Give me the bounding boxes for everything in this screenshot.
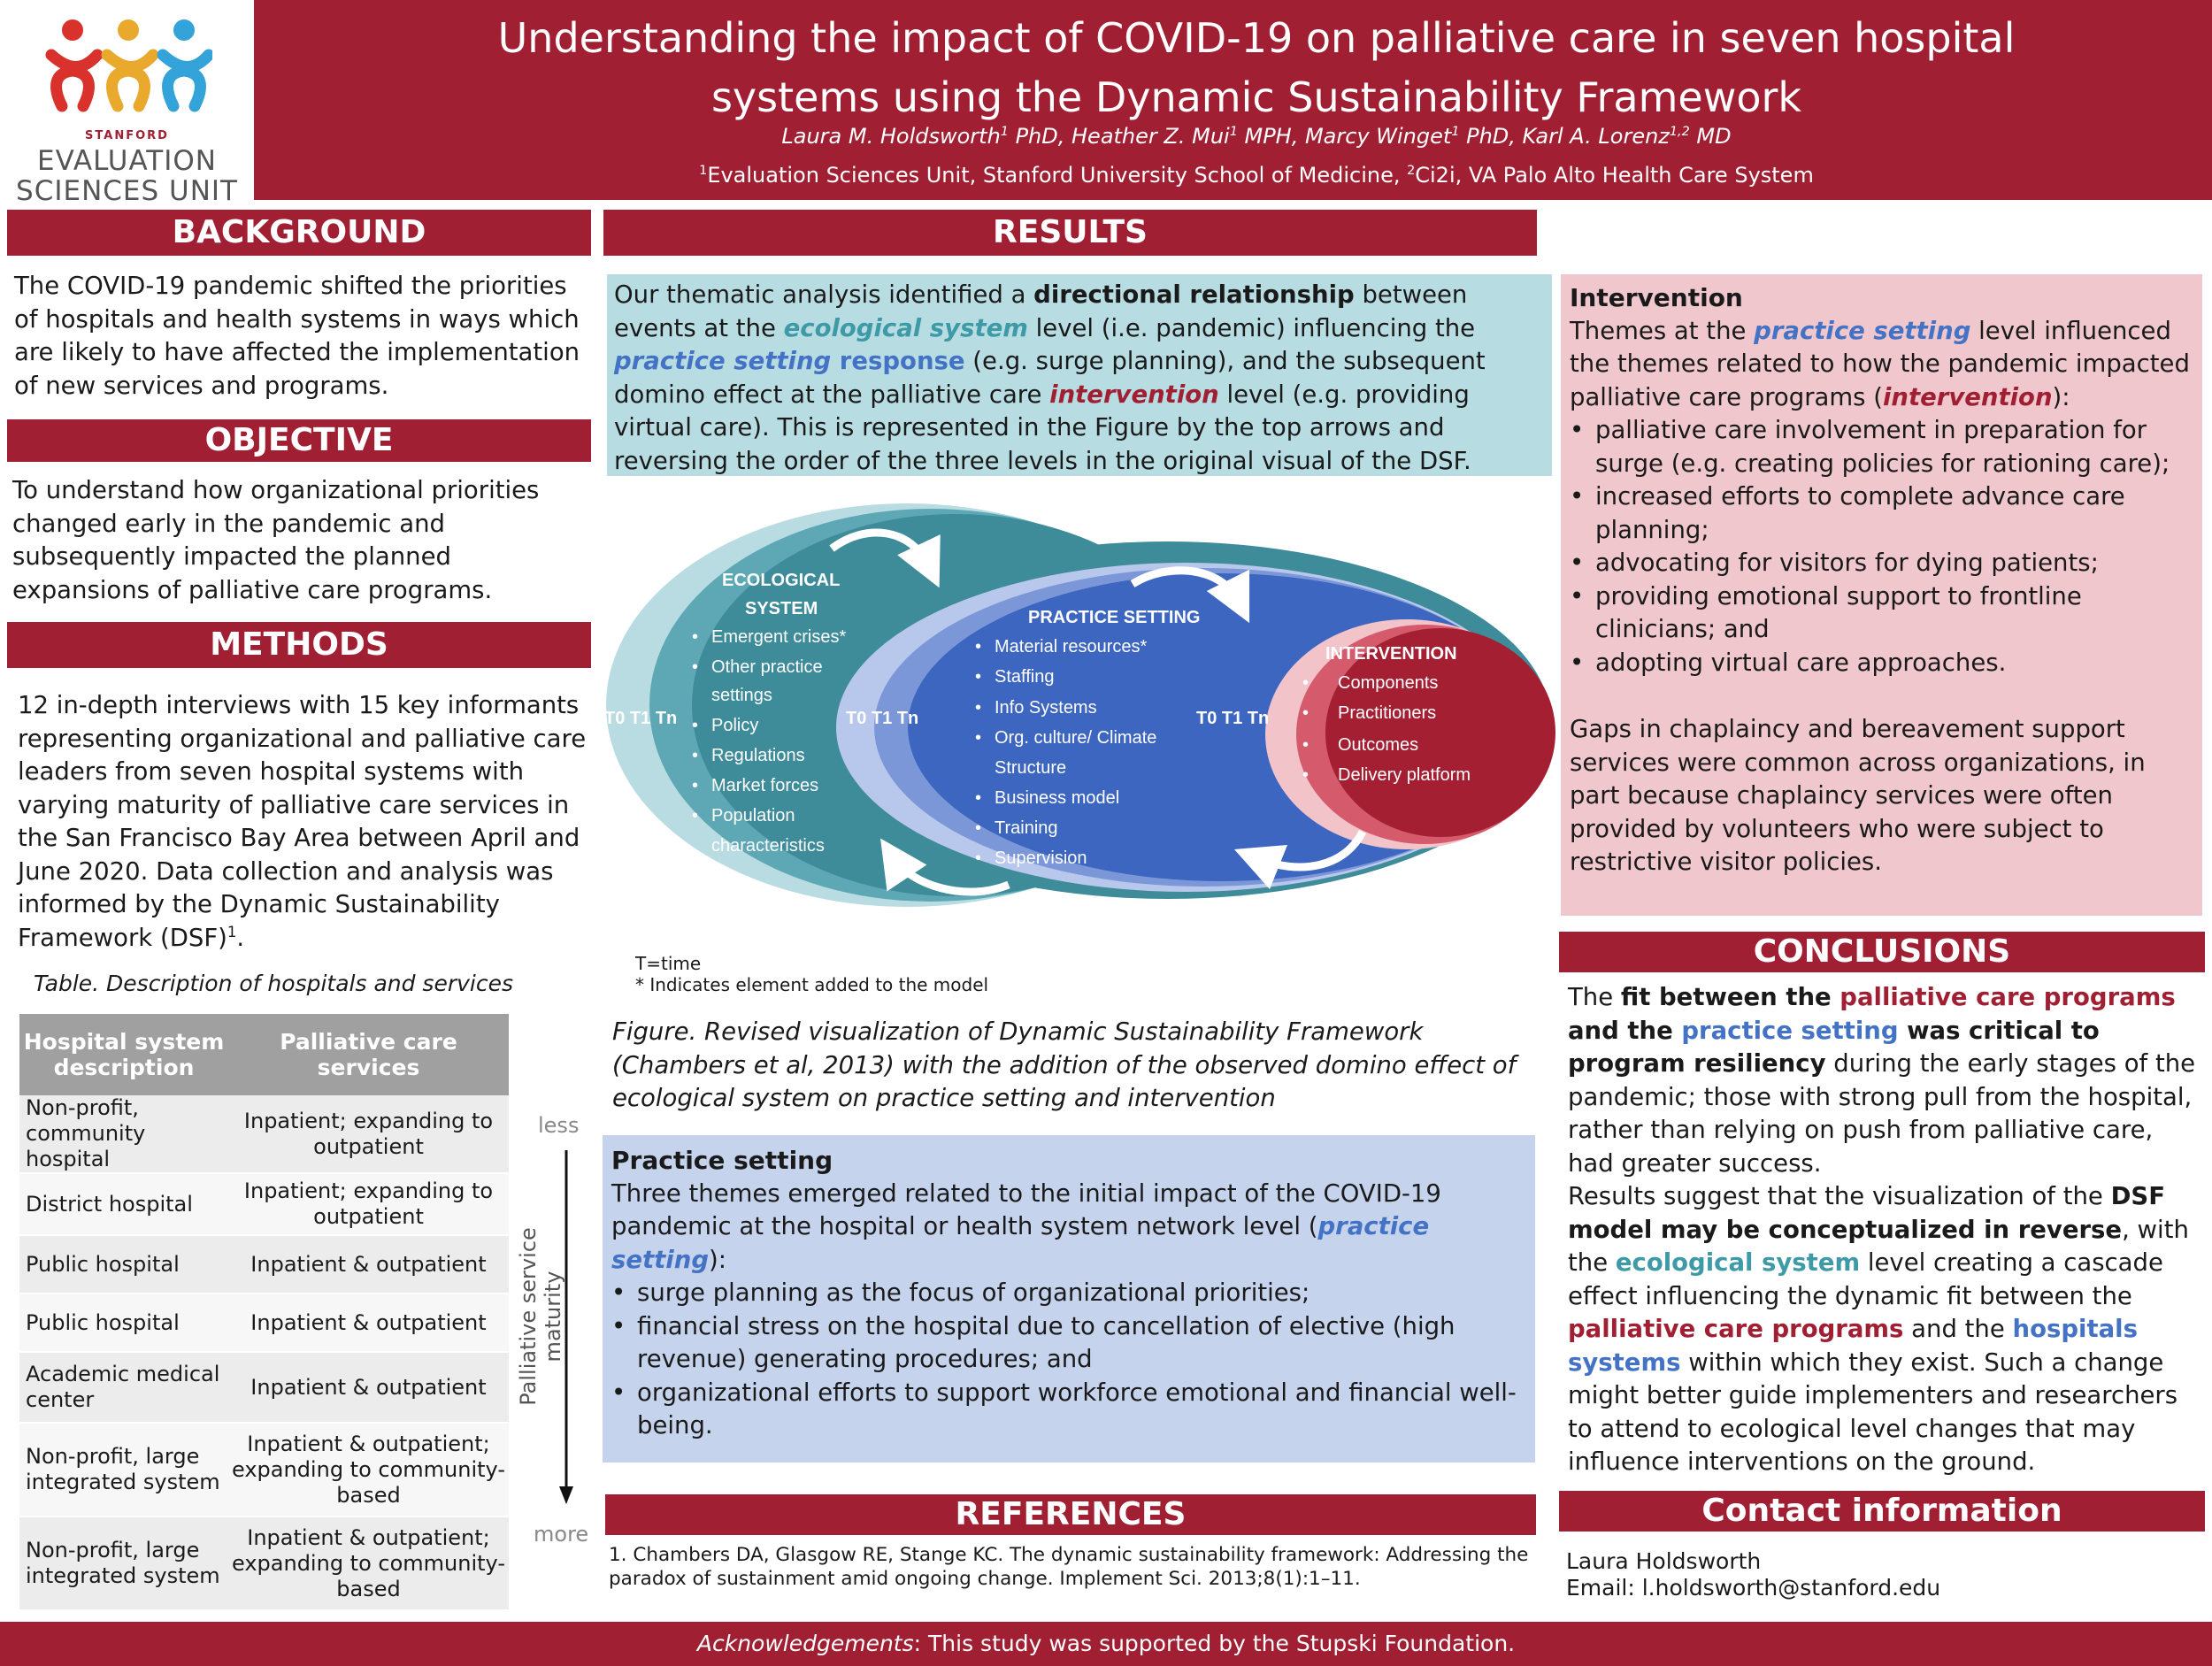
eco-item: Regulations xyxy=(711,746,805,765)
int-time-labels: T0 T1 Tn xyxy=(1196,709,1270,728)
references-heading: REFERENCES xyxy=(605,1494,1536,1535)
eco-bullet-4: • xyxy=(692,746,699,765)
practice-intro-text: Three themes emerged related to the initial impact of the COVID-19 pandemic at the hospital or health system network level ( xyxy=(611,1178,1441,1240)
concl-text-2: during the early stages of the pandemic; those with strong pull from the hospital, rather than relying on push from palliative care, had greater success. xyxy=(1568,1049,2196,1178)
table-cell-hospital: Public hospital xyxy=(19,1294,228,1352)
list-item: • palliative care involvement in preparation for surge (e.g. creating policies for rationing care); xyxy=(1570,414,2193,480)
eco-time-labels: T0 T1 Tn xyxy=(604,709,678,728)
table-row xyxy=(19,1235,509,1294)
eco-item: Other practice xyxy=(711,657,823,677)
prac-item: Material resources* xyxy=(995,637,1148,656)
eco-bullet-6: • xyxy=(692,806,699,825)
references-text: 1. Chambers DA, Glasgow RE, Stange KC. The dynamic sustainability framework: Addressing the paradox of sustainment amid ongoing change. Implement Sci. 2013;8(1):1–11. xyxy=(609,1544,1529,1590)
table-cell-hospital: Public hospital xyxy=(19,1235,228,1294)
eco-bullet-2: • xyxy=(692,657,699,677)
prac-title: PRACTICE SETTING xyxy=(1028,608,1201,627)
practice-bullets xyxy=(611,1277,1526,1443)
int-intro-text-2: level influenced the themes related to how the pandemic impacted palliative care programs ( xyxy=(1570,316,2190,411)
objective-heading: OBJECTIVE xyxy=(7,419,591,462)
conclusions-para-1 xyxy=(1568,981,2205,1180)
eco-item: Market forces xyxy=(711,776,819,795)
results-heading: RESULTS xyxy=(603,210,1537,256)
methods-ref-sup: 1 xyxy=(227,923,237,940)
table-cell-services: Inpatient & outpatient xyxy=(228,1352,509,1423)
affil-1: Evaluation Sciences Unit, Stanford University School of Medicine, xyxy=(707,163,1408,188)
int-intro-practice: practice setting xyxy=(1754,316,1971,345)
prac-bullet: • xyxy=(975,788,982,808)
dsf-diagram xyxy=(602,495,1557,920)
contact-heading: Contact information xyxy=(1559,1491,2205,1532)
figure-caption: Figure. Revised visualization of Dynamic Sustainability Framework (Chambers et al, 2013) with the addition of the observed domino effect of ecological system on practice setting and intervention xyxy=(612,1017,1517,1112)
eco-title-2: SYSTEM xyxy=(745,599,818,618)
table-cell-services: Inpatient & outpatient; expanding to community-based xyxy=(228,1423,509,1516)
list-item: • organizational efforts to support workforce emotional and financial well-being. xyxy=(611,1377,1526,1443)
list-item: • adopting virtual care approaches. xyxy=(1570,647,2193,680)
conclusions-para-2 xyxy=(1568,1180,2205,1479)
practice-setting-box xyxy=(603,1135,1535,1463)
prac-bullet: • xyxy=(975,698,982,718)
author-2: PhD, Heather Z. Mui xyxy=(1008,124,1230,149)
author-4-degree: MD xyxy=(1689,124,1732,149)
maturity-axis-label: Palliative service maturity xyxy=(516,1227,565,1406)
list-item: • advocating for visitors for dying patients; xyxy=(1570,547,2193,580)
table-row xyxy=(19,1516,509,1610)
int-intro-text-3: ): xyxy=(2052,382,2070,411)
table-header-row xyxy=(19,1014,509,1095)
table-cell-hospital: District hospital xyxy=(19,1173,228,1235)
intro-text-5: level (e.g. providing virtual care). This is represented in the Figure by the top arrows and reversing the order of the three levels in the original visual of the DSF. xyxy=(614,380,1471,475)
methods-period: . xyxy=(236,923,245,952)
list-item: • surge planning as the focus of organizational priorities; xyxy=(611,1277,1526,1310)
table-cell-services: Inpatient & outpatient xyxy=(228,1294,509,1352)
practice-intro-highlight: practice setting xyxy=(611,1212,1430,1274)
affil-2-sup: 2 xyxy=(1407,164,1416,178)
int-item: Practitioners xyxy=(1338,703,1437,723)
title-line-2: systems using the Dynamic Sustainability Framework xyxy=(710,73,1802,121)
prac-bullet: • xyxy=(975,667,982,687)
intervention-bullets xyxy=(1570,414,2193,679)
background-text: The COVID-19 pandemic shifted the priorities of hospitals and health systems in ways which are likely to have affected the implementation of new services and programs. xyxy=(14,272,580,400)
note-time: T=time xyxy=(635,953,702,974)
poster-title xyxy=(372,9,2141,127)
intro-practice: practice setting xyxy=(614,347,832,375)
prac-item: Business model xyxy=(995,788,1120,808)
list-item: • increased efforts to complete advance care planning; xyxy=(1570,480,2193,547)
prac-item: Supervision xyxy=(995,848,1087,868)
concl-bold-2: and the xyxy=(1568,1016,1682,1045)
prac-item: Structure xyxy=(995,758,1067,778)
note-star: * Indicates element added to the model xyxy=(635,974,989,995)
table-row xyxy=(19,1352,509,1423)
concl-red-1: palliative care programs xyxy=(1839,983,2176,1011)
author-4: PhD, Karl A. Lorenz xyxy=(1459,124,1670,149)
intervention-gaps-text: Gaps in chaplaincy and bereavement support services were common across organizations, in part because chaplaincy services were often provided by volunteers who were subject to restrictive visitor policies. xyxy=(1570,715,2146,876)
practice-intro-end: ): xyxy=(709,1245,726,1274)
objective-text: To understand how organizational priorities changed early in the pandemic and subsequently impacted the planned expansions of palliative care programs. xyxy=(12,476,540,604)
concl-bold-4: DSF model may be conceptualized in reverse xyxy=(1568,1182,2165,1244)
people-logo-icon xyxy=(44,18,212,115)
concl-text-1: The xyxy=(1568,983,1621,1011)
int-item: Delivery platform xyxy=(1338,765,1471,785)
intervention-box-title: Intervention xyxy=(1570,283,1743,312)
table-cell-services: Inpatient & outpatient xyxy=(228,1235,509,1294)
logo-stanford-text: STANFORD xyxy=(85,129,169,142)
concl-blue-1: practice setting xyxy=(1681,1016,1899,1045)
logo-line1: EVALUATION xyxy=(37,145,217,177)
intro-text-1: Our thematic analysis identified a xyxy=(614,280,1034,309)
int-title: INTERVENTION xyxy=(1325,644,1457,664)
author-3: MPH, Marcy Winget xyxy=(1237,124,1452,149)
table-cell-hospital: Academic medical center xyxy=(19,1352,228,1423)
results-intro xyxy=(607,274,1552,476)
table-row xyxy=(19,1423,509,1516)
eco-bullet-5: • xyxy=(692,776,699,795)
list-item: • providing emotional support to frontline clinicians; and xyxy=(1570,580,2193,647)
concl-text-7: within which they exist. Such a change might better guide implementers and researchers to attend to ecological level changes that may influence interventions on the ground. xyxy=(1568,1347,2178,1476)
author-2-sup: 1 xyxy=(1229,125,1238,139)
methods-body: 12 in-depth interviews with 15 key informants representing organizational and palliative care leaders from seven hospital systems with varying maturity of palliative care services in the San Francisco Bay Area between April and June 2020. Data collection and analysis was informed by the Dynamic Sustainability Framework (DSF) xyxy=(18,691,587,952)
table-cell-services: Inpatient & outpatient; expanding to community-based xyxy=(228,1516,509,1610)
conclusions-text xyxy=(1568,981,2205,1479)
concl-text-5: level creating a cascade effect influencing the dynamic fit between the xyxy=(1568,1248,2163,1310)
concl-blue-2: hospitals systems xyxy=(1568,1315,2138,1377)
ack-text: : This study was supported by the Stupski Foundation. xyxy=(913,1631,1516,1656)
int-bullet: • xyxy=(1302,673,1310,693)
concl-bold-1: fit between the xyxy=(1620,983,1840,1011)
eco-bullet-3: • xyxy=(692,716,699,735)
maturity-less-label: less xyxy=(538,1113,580,1138)
affil-2: Ci2i, VA Palo Alto Health Care System xyxy=(1415,163,1814,188)
table-cell-hospital: Non-profit, large integrated system xyxy=(19,1423,228,1516)
hospital-table xyxy=(19,1014,509,1611)
prac-bullet: • xyxy=(975,728,982,748)
concl-text-6: and the xyxy=(1903,1315,2013,1343)
table-cell-hospital: Non-profit, large integrated system xyxy=(19,1516,228,1610)
int-item: Outcomes xyxy=(1338,735,1419,755)
table-caption: Table. Description of hospitals and services xyxy=(34,971,514,996)
methods-heading: METHODS xyxy=(7,622,591,668)
eco-item: characteristics xyxy=(711,836,825,856)
int-bullet: • xyxy=(1302,703,1310,723)
eco-item: Population xyxy=(711,806,795,825)
intro-text-3: level (i.e. pandemic) influencing the xyxy=(1027,313,1476,342)
contact-info xyxy=(1566,1548,2185,1601)
authors xyxy=(372,124,2141,149)
int-intro-intervention: intervention xyxy=(1882,382,2053,411)
intervention-box xyxy=(1561,274,2202,916)
int-bullet: • xyxy=(1302,735,1310,755)
table-header-hospital: Hospital system description xyxy=(19,1014,228,1095)
table-row xyxy=(19,1173,509,1235)
prac-item: Staffing xyxy=(995,667,1055,687)
author-3-sup: 1 xyxy=(1451,125,1460,139)
author-1-sup: 1 xyxy=(1000,125,1009,139)
table-cell-hospital: Non-profit, community hospital xyxy=(19,1095,228,1173)
intervention-box-intro xyxy=(1570,315,2193,415)
prac-bullet: • xyxy=(975,848,982,868)
author-1: Laura M. Holdsworth xyxy=(781,124,1001,149)
affil-1-sup: 1 xyxy=(699,164,708,178)
prac-time-labels: T0 T1 Tn xyxy=(846,709,919,728)
eco-item: Policy xyxy=(711,716,759,735)
intro-text-4: (e.g. surge planning), and the subsequent domino effect at the palliative care xyxy=(614,347,1486,409)
table-row xyxy=(19,1095,509,1173)
title-line-1: Understanding the impact of COVID-19 on palliative care in seven hospital xyxy=(497,14,2016,62)
intro-response: response xyxy=(831,347,965,375)
concl-red-2: palliative care programs xyxy=(1568,1315,1904,1343)
acknowledgements-footer xyxy=(0,1622,2212,1666)
concl-bold-3: was critical to program resiliency xyxy=(1568,1016,2100,1078)
eco-item: Emergent crises* xyxy=(711,627,847,647)
logo-line2: SCIENCES UNIT xyxy=(16,175,238,207)
ack-label: Acknowledgements xyxy=(696,1631,914,1656)
eco-item: settings xyxy=(711,686,772,705)
prac-item: Training xyxy=(995,818,1058,838)
concl-eco: ecological system xyxy=(1615,1248,1861,1277)
background-heading: BACKGROUND xyxy=(7,210,591,256)
prac-item: Org. culture/ Climate xyxy=(995,728,1157,748)
intro-text-2: between events at the xyxy=(614,280,1468,342)
prac-item: Info Systems xyxy=(995,698,1097,718)
table-header-services: Palliative care services xyxy=(228,1014,509,1095)
prac-bullet: • xyxy=(975,637,982,656)
list-item: • financial stress on the hospital due to cancellation of elective (high revenue) generating procedures; and xyxy=(611,1310,1526,1377)
affiliations xyxy=(372,163,2141,188)
prac-bullet: • xyxy=(975,818,982,838)
intro-bold-directional: directional relationship xyxy=(1033,280,1355,309)
int-intro-text-1: Themes at the xyxy=(1570,316,1755,345)
eco-bullet-1: • xyxy=(692,627,699,647)
author-4-sup: 1,2 xyxy=(1669,125,1690,139)
practice-box-title: Practice setting xyxy=(611,1146,833,1175)
int-bullet: • xyxy=(1302,765,1310,785)
contact-email: Email: l.holdsworth@stanford.edu xyxy=(1566,1575,1941,1601)
methods-text xyxy=(18,689,593,955)
practice-box-intro xyxy=(611,1178,1526,1278)
concl-text-4: , with the xyxy=(1568,1215,2189,1277)
intro-intervention: intervention xyxy=(1049,380,1219,409)
conclusions-heading: CONCLUSIONS xyxy=(1559,932,2205,972)
intro-ecological: ecological system xyxy=(783,313,1028,342)
logo xyxy=(0,0,254,207)
table-cell-services: Inpatient; expanding to outpatient xyxy=(228,1173,509,1235)
maturity-more-label: more xyxy=(534,1522,589,1547)
concl-text-3: Results suggest that the visualization of the xyxy=(1568,1182,2111,1210)
int-item: Components xyxy=(1338,673,1439,693)
contact-name: Laura Holdsworth xyxy=(1566,1548,1762,1574)
eco-title-1: ECOLOGICAL xyxy=(722,571,841,590)
table-row xyxy=(19,1294,509,1352)
table-cell-services: Inpatient; expanding to outpatient xyxy=(228,1095,509,1173)
